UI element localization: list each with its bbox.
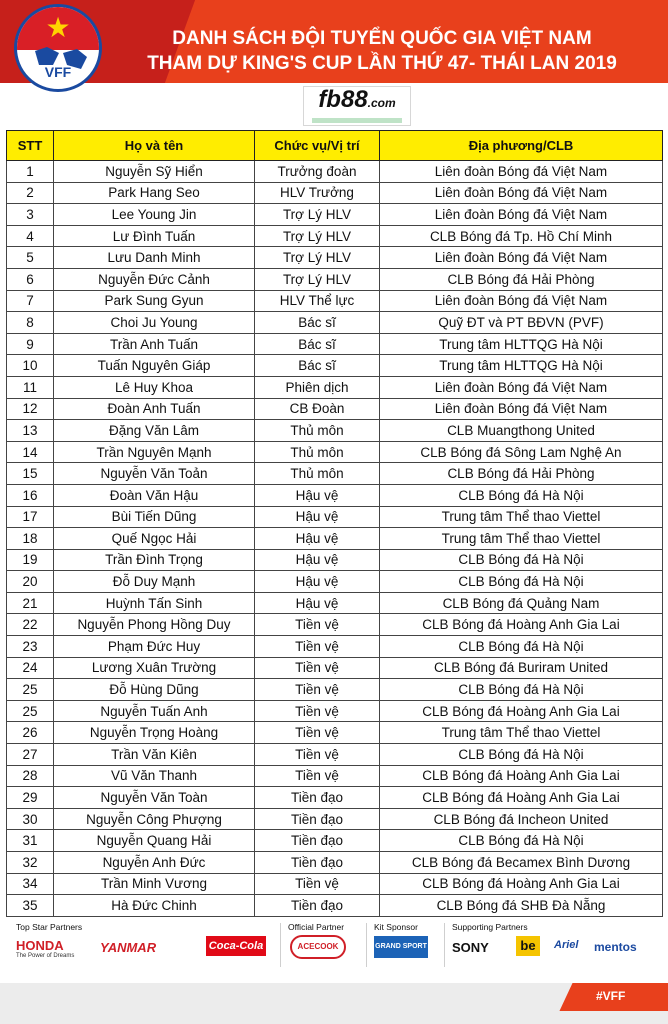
cell-role: Phiên dịch: [255, 376, 380, 398]
cell-name: Trần Minh Vương: [54, 873, 255, 895]
cell-stt: 10: [7, 355, 54, 377]
table-row: [7, 700, 663, 722]
cell-name: Đoàn Anh Tuấn: [54, 398, 255, 420]
table-row: [7, 376, 663, 398]
table-row: [7, 830, 663, 852]
cell-club: CLB Bóng đá Incheon United: [380, 808, 663, 830]
table-row: [7, 895, 663, 917]
cell-name: Nguyễn Phong Hồng Duy: [54, 614, 255, 636]
cell-name: Lư Đình Tuấn: [54, 225, 255, 247]
cell-club: Trung tâm Thể thao Viettel: [380, 722, 663, 744]
cell-role: Tiền vệ: [255, 765, 380, 787]
vff-logo: [14, 4, 102, 92]
cell-stt: 27: [7, 744, 54, 766]
cell-role: Trợ Lý HLV: [255, 268, 380, 290]
cell-name: Hà Đức Chinh: [54, 895, 255, 917]
cell-role: Bác sĩ: [255, 312, 380, 334]
table-row: [7, 398, 663, 420]
cell-stt: 22: [7, 614, 54, 636]
roster-table: [6, 130, 663, 917]
table-row: [7, 787, 663, 809]
mentos-logo: mentos: [594, 940, 637, 954]
cell-role: Thủ môn: [255, 420, 380, 442]
cell-name: Lương Xuân Trường: [54, 657, 255, 679]
cell-club: CLB Bóng đá Hà Nội: [380, 484, 663, 506]
cell-club: CLB Muangthong United: [380, 420, 663, 442]
cell-club: CLB Bóng đá SHB Đà Nẵng: [380, 895, 663, 917]
table-row: [7, 571, 663, 593]
table-row: [7, 161, 663, 183]
logo-text: VFF: [44, 64, 72, 80]
cell-role: HLV Thể lực: [255, 290, 380, 312]
fb88-sponsor-logo: [303, 86, 411, 126]
cell-name: Nguyễn Sỹ Hiển: [54, 161, 255, 183]
table-row: [7, 333, 663, 355]
cell-role: Hậu vệ: [255, 484, 380, 506]
cell-name: Lee Young Jin: [54, 204, 255, 226]
cell-club: CLB Bóng đá Hà Nội: [380, 549, 663, 571]
cell-club: Trung tâm HLTTQG Hà Nội: [380, 355, 663, 377]
cell-club: CLB Bóng đá Hoàng Anh Gia Lai: [380, 873, 663, 895]
cell-stt: 23: [7, 636, 54, 658]
cell-name: Nguyễn Tuấn Anh: [54, 700, 255, 722]
cell-club: CLB Bóng đá Quảng Nam: [380, 592, 663, 614]
cell-club: CLB Bóng đá Sông Lam Nghệ An: [380, 441, 663, 463]
cell-role: Hậu vệ: [255, 592, 380, 614]
cell-name: Quế Ngọc Hải: [54, 528, 255, 550]
cell-name: Đoàn Văn Hậu: [54, 484, 255, 506]
cell-role: Tiền vệ: [255, 722, 380, 744]
table-row: [7, 614, 663, 636]
table-row: [7, 679, 663, 701]
cell-stt: 12: [7, 398, 54, 420]
partner-divider: [444, 923, 445, 967]
cell-stt: 7: [7, 290, 54, 312]
grand-sport-logo: GRAND SPORT: [374, 936, 428, 958]
cell-name: Choi Ju Young: [54, 312, 255, 334]
acecook-logo: ACECOOK: [290, 935, 346, 959]
table-row: [7, 722, 663, 744]
table-row: [7, 765, 663, 787]
cell-role: CB Đoàn: [255, 398, 380, 420]
cell-stt: 15: [7, 463, 54, 485]
cell-club: CLB Bóng đá Hải Phòng: [380, 463, 663, 485]
cell-role: Tiền vệ: [255, 700, 380, 722]
cell-role: Hậu vệ: [255, 528, 380, 550]
cell-stt: 25: [7, 679, 54, 701]
cell-name: Huỳnh Tấn Sinh: [54, 592, 255, 614]
cell-stt: 2: [7, 182, 54, 204]
cell-stt: 14: [7, 441, 54, 463]
table-row: [7, 636, 663, 658]
table-row: [7, 182, 663, 204]
cell-name: Trần Anh Tuấn: [54, 333, 255, 355]
sony-logo: SONY: [452, 940, 489, 955]
cell-club: Liên đoàn Bóng đá Việt Nam: [380, 398, 663, 420]
cell-club: CLB Bóng đá Hà Nội: [380, 744, 663, 766]
partner-divider: [366, 923, 367, 967]
cell-club: CLB Bóng đá Hải Phòng: [380, 268, 663, 290]
table-row: [7, 204, 663, 226]
table-row: [7, 657, 663, 679]
cell-role: Thủ môn: [255, 441, 380, 463]
cell-club: Quỹ ĐT và PT BĐVN (PVF): [380, 312, 663, 334]
cell-name: Lê Huy Khoa: [54, 376, 255, 398]
cell-name: Nguyễn Anh Đức: [54, 852, 255, 874]
cell-club: Liên đoàn Bóng đá Việt Nam: [380, 161, 663, 183]
be-logo: be: [516, 936, 540, 956]
cell-name: Phạm Đức Huy: [54, 636, 255, 658]
table-row: [7, 355, 663, 377]
table-row: [7, 808, 663, 830]
roster-body: [7, 161, 663, 917]
cell-name: Đỗ Duy Mạnh: [54, 571, 255, 593]
cell-name: Trần Đình Trọng: [54, 549, 255, 571]
cell-name: Nguyễn Trọng Hoàng: [54, 722, 255, 744]
cell-stt: 3: [7, 204, 54, 226]
cell-name: Nguyễn Công Phượng: [54, 808, 255, 830]
cell-club: CLB Bóng đá Hoàng Anh Gia Lai: [380, 765, 663, 787]
table-row: [7, 873, 663, 895]
cell-role: Trợ Lý HLV: [255, 204, 380, 226]
cell-club: Liên đoàn Bóng đá Việt Nam: [380, 204, 663, 226]
cell-stt: 18: [7, 528, 54, 550]
cell-role: Thủ môn: [255, 463, 380, 485]
cell-name: Trần Văn Kiên: [54, 744, 255, 766]
cocacola-logo: Coca-Cola: [206, 936, 266, 956]
top-star-label: Top Star Partners: [16, 922, 83, 932]
table-row: [7, 225, 663, 247]
cell-stt: 1: [7, 161, 54, 183]
col-header-role: Chức vụ/Vị trí: [255, 131, 380, 161]
cell-stt: 11: [7, 376, 54, 398]
cell-name: Nguyễn Văn Toản: [54, 463, 255, 485]
supporting-partners-label: Supporting Partners: [452, 922, 528, 932]
col-header-club: Địa phương/CLB: [380, 131, 663, 161]
table-row: [7, 247, 663, 269]
cell-name: Đặng Văn Lâm: [54, 420, 255, 442]
fb88-domain: .com: [367, 96, 396, 110]
cell-role: Bác sĩ: [255, 333, 380, 355]
star-icon: ★: [45, 12, 71, 43]
cell-club: CLB Bóng đá Hoàng Anh Gia Lai: [380, 787, 663, 809]
cell-stt: 21: [7, 592, 54, 614]
cell-stt: 35: [7, 895, 54, 917]
fb88-name: fb88: [318, 86, 368, 113]
table-row: [7, 441, 663, 463]
table-header-row: [7, 131, 663, 161]
cell-club: CLB Bóng đá Becamex Bình Dương: [380, 852, 663, 874]
cell-club: CLB Bóng đá Hà Nội: [380, 679, 663, 701]
cell-role: Tiền vệ: [255, 614, 380, 636]
cell-name: Bùi Tiến Dũng: [54, 506, 255, 528]
table-row: [7, 268, 663, 290]
cell-role: Tiền vệ: [255, 679, 380, 701]
partner-divider: [280, 923, 281, 967]
cell-club: CLB Bóng đá Hoàng Anh Gia Lai: [380, 700, 663, 722]
cell-stt: 29: [7, 787, 54, 809]
cell-name: Park Hang Seo: [54, 182, 255, 204]
table-row: [7, 484, 663, 506]
cell-role: Trợ Lý HLV: [255, 225, 380, 247]
honda-logo: HONDA: [16, 938, 64, 953]
cell-stt: 30: [7, 808, 54, 830]
cell-stt: 24: [7, 657, 54, 679]
cell-club: CLB Bóng đá Buriram United: [380, 657, 663, 679]
cell-club: Liên đoàn Bóng đá Việt Nam: [380, 290, 663, 312]
cell-role: Hậu vệ: [255, 549, 380, 571]
table-row: [7, 420, 663, 442]
cell-role: Tiền đạo: [255, 852, 380, 874]
cell-club: Liên đoàn Bóng đá Việt Nam: [380, 376, 663, 398]
cell-stt: 34: [7, 873, 54, 895]
cell-club: Liên đoàn Bóng đá Việt Nam: [380, 247, 663, 269]
cell-role: Tiền đạo: [255, 808, 380, 830]
cell-club: CLB Bóng đá Hà Nội: [380, 830, 663, 852]
page-title: [112, 26, 652, 76]
cell-role: Hậu vệ: [255, 571, 380, 593]
cell-club: Trung tâm Thể thao Viettel: [380, 506, 663, 528]
cell-stt: 26: [7, 722, 54, 744]
cell-role: Tiền vệ: [255, 873, 380, 895]
ariel-logo: Ariel: [554, 939, 579, 951]
cell-name: Nguyễn Quang Hải: [54, 830, 255, 852]
honda-tagline: The Power of Dreams: [16, 953, 75, 959]
table-row: [7, 744, 663, 766]
cell-name: Vũ Văn Thanh: [54, 765, 255, 787]
cell-stt: 16: [7, 484, 54, 506]
cell-club: Trung tâm Thể thao Viettel: [380, 528, 663, 550]
cell-stt: 19: [7, 549, 54, 571]
cell-stt: 31: [7, 830, 54, 852]
cell-stt: 4: [7, 225, 54, 247]
cell-stt: 9: [7, 333, 54, 355]
table-row: [7, 852, 663, 874]
cell-role: HLV Trưởng: [255, 182, 380, 204]
cell-name: Nguyễn Văn Toàn: [54, 787, 255, 809]
cell-name: Đỗ Hùng Dũng: [54, 679, 255, 701]
cell-name: Nguyễn Đức Cảnh: [54, 268, 255, 290]
cell-role: Bác sĩ: [255, 355, 380, 377]
cell-name: Park Sung Gyun: [54, 290, 255, 312]
table-row: [7, 592, 663, 614]
partners-bar: [0, 917, 668, 969]
cell-role: Tiền đạo: [255, 895, 380, 917]
cell-name: Trần Nguyên Mạnh: [54, 441, 255, 463]
cell-stt: 28: [7, 765, 54, 787]
footer-hashtag: #VFF: [596, 989, 626, 1003]
table-row: [7, 312, 663, 334]
cell-stt: 5: [7, 247, 54, 269]
cell-club: Trung tâm HLTTQG Hà Nội: [380, 333, 663, 355]
table-row: [7, 528, 663, 550]
cell-role: Trợ Lý HLV: [255, 247, 380, 269]
cell-role: Trưởng đoàn: [255, 161, 380, 183]
col-header-name: Họ và tên: [54, 131, 255, 161]
col-header-stt: STT: [7, 131, 54, 161]
cell-club: Liên đoàn Bóng đá Việt Nam: [380, 182, 663, 204]
cell-club: CLB Bóng đá Hà Nội: [380, 571, 663, 593]
kit-sponsor-label: Kit Sponsor: [374, 922, 418, 932]
cell-club: CLB Bóng đá Hà Nội: [380, 636, 663, 658]
cell-role: Tiền vệ: [255, 636, 380, 658]
cell-stt: 20: [7, 571, 54, 593]
cell-name: Tuấn Nguyên Giáp: [54, 355, 255, 377]
table-row: [7, 506, 663, 528]
table-row: [7, 463, 663, 485]
cell-role: Hậu vệ: [255, 506, 380, 528]
table-row: [7, 549, 663, 571]
cell-stt: 17: [7, 506, 54, 528]
title-line-2: THAM DỰ KING'S CUP LẦN THỨ 47- THÁI LAN 2019: [147, 53, 617, 74]
cell-stt: 32: [7, 852, 54, 874]
fb88-tagline-bar: [312, 118, 402, 123]
cell-role: Tiền vệ: [255, 657, 380, 679]
cell-stt: 8: [7, 312, 54, 334]
cell-stt: 6: [7, 268, 54, 290]
yanmar-logo: YANMAR: [100, 940, 157, 955]
title-line-1: DANH SÁCH ĐỘI TUYỂN QUỐC GIA VIỆT NAM: [172, 28, 592, 49]
table-row: [7, 290, 663, 312]
cell-club: CLB Bóng đá Tp. Hồ Chí Minh: [380, 225, 663, 247]
cell-club: CLB Bóng đá Hoàng Anh Gia Lai: [380, 614, 663, 636]
cell-name: Lưu Danh Minh: [54, 247, 255, 269]
cell-stt: 13: [7, 420, 54, 442]
cell-role: Tiền vệ: [255, 744, 380, 766]
official-partner-label: Official Partner: [288, 922, 345, 932]
cell-role: Tiền đạo: [255, 830, 380, 852]
cell-stt: 25: [7, 700, 54, 722]
cell-role: Tiền đạo: [255, 787, 380, 809]
